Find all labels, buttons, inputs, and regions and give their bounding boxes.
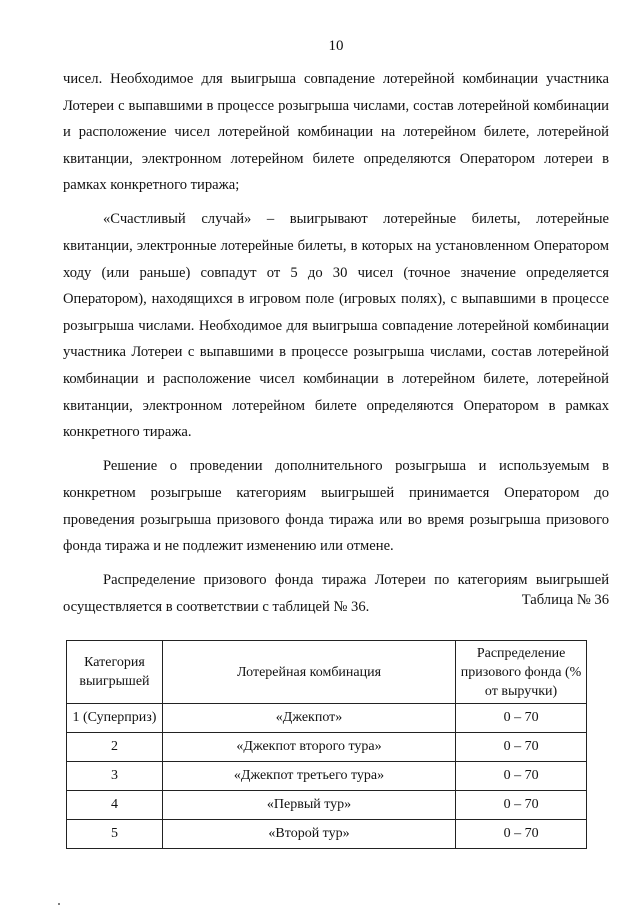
cell-category: 1 (Суперприз) <box>67 704 163 733</box>
header-distribution: Распределение призового фонда (% от выручки) <box>456 641 587 704</box>
document-body <box>63 66 609 628</box>
prize-distribution-table <box>66 640 587 849</box>
cell-category: 2 <box>67 733 163 762</box>
page-number: 10 <box>328 38 344 54</box>
paragraph: Распределение призового фонда тиража Лотереи по категориям выигрышей осуществляется в соответствии с таблицей № 36. <box>63 572 609 615</box>
cell-combination: «Второй тур» <box>162 820 455 849</box>
table-row <box>67 733 587 762</box>
paragraph: чисел. Необходимое для выигрыша совпадение лотерейной комбинации участника Лотереи с выпавшими в процессе розыгрыша числами, состав лотерейной комбинации и расположение чисел лотерейной комбинации на лотерейном билете, лотерейной квитанции, электронном лотерейном билете определяются Оператором лотереи в рамках конкретного тиража; <box>63 71 609 194</box>
cell-combination: «Джекпот третьего тура» <box>162 762 455 791</box>
table-row <box>67 762 587 791</box>
paragraph: «Счастливый случай» – выигрывают лотерейные билеты, лотерейные квитанции, электронные лотерейные билеты, в которых на установленном Оператором ходу (или раньше) совпадут от 5 до 30 чисел (точное значение определяется Оператором), находящихся в игровом поле (игровых полях), с выпавшими в процессе розыгрыша числами. Необходимое для выигрыша совпадение лотерейной комбинации участника Лотереи с выпавшими в процессе розыгрыша числами, состав лотерейной комбинации и расположение чисел комбинации в лотерейном билете, лотерейной квитанции, электронном лотерейном билете определяются Оператором в рамках конкретного тиража. <box>63 211 609 441</box>
cell-category: 4 <box>67 791 163 820</box>
table-row <box>67 704 587 733</box>
cell-combination: «Первый тур» <box>162 791 455 820</box>
cell-distribution: 0 – 70 <box>456 820 587 849</box>
cell-category: 3 <box>67 762 163 791</box>
cell-combination: «Джекпот второго тура» <box>162 733 455 762</box>
cell-distribution: 0 – 70 <box>456 762 587 791</box>
cell-combination: «Джекпот» <box>162 704 455 733</box>
cell-distribution: 0 – 70 <box>456 704 587 733</box>
cell-category: 5 <box>67 820 163 849</box>
cell-distribution: 0 – 70 <box>456 733 587 762</box>
paragraph: Решение о проведении дополнительного розыгрыша и используемым в конкретном розыгрыше категориям выигрышей принимается Оператором до проведения розыгрыша призового фонда тиража или во время розыгрыша призового фонда тиража и не подлежит изменению или отмене. <box>63 458 609 555</box>
cell-distribution: 0 – 70 <box>456 791 587 820</box>
scan-speck <box>58 903 60 905</box>
table-row <box>67 820 587 849</box>
table-row <box>67 791 587 820</box>
header-category: Категория выигрышей <box>67 641 163 704</box>
header-combination: Лотерейная комбинация <box>162 641 455 704</box>
table-caption: Таблица № 36 <box>521 592 609 608</box>
table-header-row <box>67 641 587 704</box>
